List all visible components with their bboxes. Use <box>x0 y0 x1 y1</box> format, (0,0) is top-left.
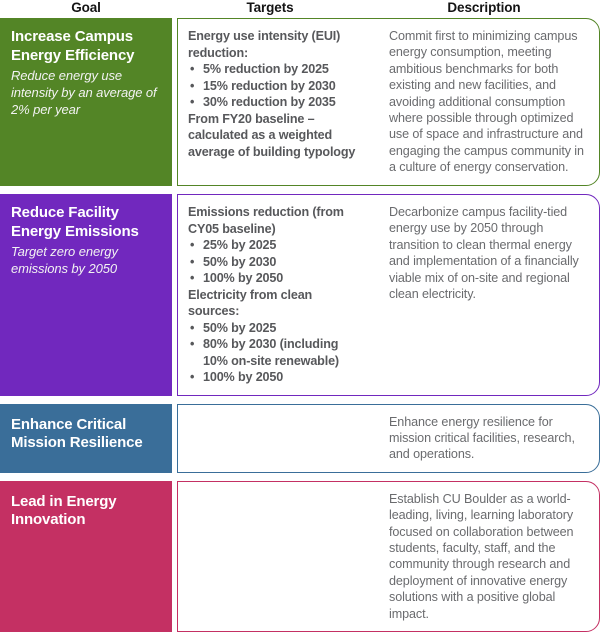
description-cell <box>372 19 599 185</box>
targets-heading: Energy use intensity (EUI) reduction: <box>188 29 341 60</box>
target-item: • 100% by 2050 <box>188 270 362 287</box>
table-header-row <box>0 0 600 18</box>
row-content <box>177 194 600 396</box>
target-item: • 25% by 2025 <box>188 237 362 254</box>
description-text: Enhance energy resilience for mission critical facilities, research, and operations. <box>389 414 575 462</box>
table-row <box>0 194 600 396</box>
description-cell <box>372 482 599 631</box>
description-text: Decarbonize campus facility-tied energy use by 2050 through transition to clean thermal energy and implementation of a financially viable mix of on-site and regional clean electricity. <box>389 205 579 302</box>
targets-list <box>188 237 362 287</box>
goal-cell <box>0 481 172 632</box>
target-item: • 5% reduction by 2025 <box>188 61 362 78</box>
target-item: • 80% by 2030 (including 10% on-site renewable) <box>188 336 362 369</box>
row-content <box>177 18 600 186</box>
row-content <box>177 404 600 473</box>
table-row <box>0 404 600 473</box>
targets-cell <box>178 405 372 472</box>
target-item: • 50% by 2030 <box>188 254 362 271</box>
table-body <box>0 18 600 632</box>
column-header-description: Description <box>447 0 521 15</box>
description-text: Commit first to minimizing campus energy consumption, meeting ambitious benchmarks for both existing and new facilities, and avoiding additional consumption where possible through optimized use of space and infrastructure and engaging the campus community in a culture of energy conservation. <box>389 29 584 175</box>
targets-cell <box>178 482 372 631</box>
goal-title: Reduce Facility Energy Emissions <box>11 204 139 240</box>
description-cell <box>372 195 599 395</box>
row-content <box>177 481 600 632</box>
targets-heading: From FY20 baseline – calculated as a weighted average of building typology <box>188 111 356 159</box>
goal-cell <box>0 194 172 396</box>
goal-title: Increase Campus Energy Efficiency <box>11 28 135 64</box>
targets-heading: Electricity from clean sources: <box>188 287 313 318</box>
targets-list <box>188 320 362 386</box>
goal-cell <box>0 18 172 186</box>
targets-cell <box>178 195 372 395</box>
column-header-goal: Goal <box>71 0 101 15</box>
column-header-targets: Targets <box>246 0 294 15</box>
goal-title: Enhance Critical Mission Resilience <box>11 415 143 451</box>
description-cell <box>372 405 599 472</box>
target-item: • 30% reduction by 2035 <box>188 94 362 111</box>
target-item: • 50% by 2025 <box>188 320 362 337</box>
table-row <box>0 18 600 186</box>
targets-cell <box>178 19 372 185</box>
goal-cell <box>0 404 172 473</box>
targets-list <box>188 61 362 111</box>
goal-subtitle: Target zero energy emissions by 2050 <box>11 244 118 276</box>
target-item: • 15% reduction by 2030 <box>188 78 362 95</box>
description-text: Establish CU Boulder as a world-leading, living, learning laboratory focused on collaboration between students, faculty, staff, and the community through research and deployment of innovative energy solutions with a positive global impact. <box>389 491 574 621</box>
target-item: • 100% by 2050 <box>188 369 362 386</box>
targets-heading: Emissions reduction (from CY05 baseline) <box>188 205 344 236</box>
goal-title: Lead in Energy Innovation <box>11 492 117 529</box>
goal-subtitle: Reduce energy use intensity by an average of 2% per year <box>11 68 157 117</box>
table-row <box>0 481 600 632</box>
